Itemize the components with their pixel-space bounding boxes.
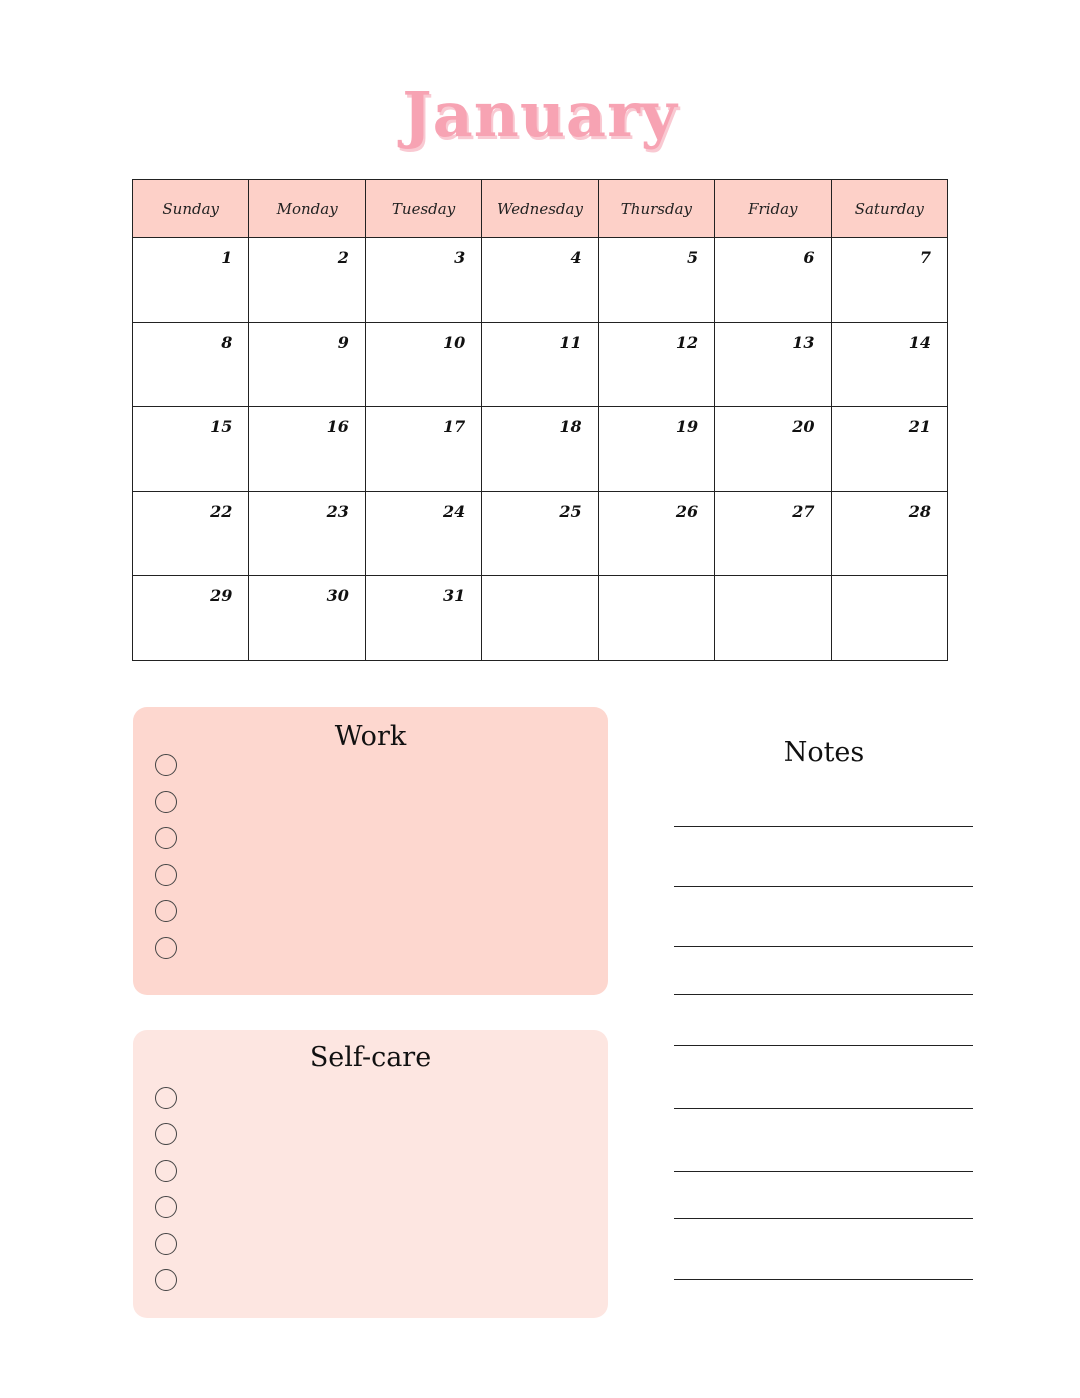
weekday-wednesday: Wednesday [482, 180, 598, 238]
day-number [815, 581, 831, 591]
week-row [133, 491, 948, 576]
day-cell[interactable] [831, 576, 947, 661]
day-cell[interactable] [482, 238, 598, 323]
day-number: 28 [908, 501, 931, 521]
note-line[interactable] [674, 886, 973, 887]
week-row [133, 576, 948, 661]
note-line[interactable] [674, 1218, 973, 1219]
day-cell[interactable] [249, 576, 365, 661]
weekday-tuesday: Tuesday [365, 180, 481, 238]
day-number: 27 [792, 501, 815, 521]
day-cell[interactable] [365, 576, 481, 661]
day-number: 30 [326, 586, 349, 606]
month-title: January [402, 78, 678, 151]
day-cell[interactable] [482, 576, 598, 661]
day-cell[interactable] [831, 491, 947, 576]
day-number: 9 [337, 332, 349, 352]
work-title: Work [334, 721, 407, 752]
day-number: 8 [221, 332, 233, 352]
work-checkbox[interactable] [155, 754, 177, 776]
day-cell[interactable] [249, 238, 365, 323]
day-cell[interactable] [249, 322, 365, 407]
day-cell[interactable] [831, 407, 947, 492]
work-checkbox[interactable] [155, 864, 177, 886]
weekday-header-row [133, 180, 948, 238]
day-number: 17 [443, 417, 466, 437]
week-row [133, 322, 948, 407]
day-cell[interactable] [482, 407, 598, 492]
selfcare-checkbox[interactable] [155, 1123, 177, 1145]
day-number: 20 [792, 417, 815, 437]
day-number: 26 [675, 501, 699, 521]
note-line[interactable] [674, 1279, 973, 1280]
day-number: 2 [337, 248, 349, 267]
day-number: 21 [908, 417, 931, 437]
note-line[interactable] [674, 1108, 973, 1109]
day-cell[interactable] [598, 407, 714, 492]
day-cell[interactable] [598, 238, 714, 323]
note-line[interactable] [674, 1171, 973, 1172]
day-cell[interactable] [365, 238, 481, 323]
note-line[interactable] [674, 946, 973, 947]
day-number: 24 [443, 501, 466, 521]
day-cell[interactable] [133, 407, 249, 492]
day-number: 19 [675, 417, 699, 437]
day-number: 7 [919, 248, 931, 267]
day-number: 14 [908, 332, 931, 352]
day-number: 1 [221, 248, 233, 267]
day-cell[interactable] [365, 491, 481, 576]
notes-title: Notes [783, 737, 865, 768]
day-number: 23 [326, 501, 349, 521]
day-cell[interactable] [715, 322, 831, 407]
day-number: 11 [559, 332, 582, 352]
day-cell[interactable] [249, 491, 365, 576]
weekday-monday: Monday [249, 180, 365, 238]
work-checkbox[interactable] [155, 900, 177, 922]
day-cell[interactable] [365, 322, 481, 407]
day-number: 16 [326, 417, 349, 437]
day-number: 29 [210, 586, 233, 606]
day-number [698, 581, 714, 591]
calendar-grid [132, 179, 948, 661]
selfcare-checkbox[interactable] [155, 1160, 177, 1182]
week-row [133, 407, 948, 492]
day-cell[interactable] [715, 407, 831, 492]
note-line[interactable] [674, 826, 973, 827]
week-row [133, 238, 948, 323]
day-number: 18 [559, 417, 582, 437]
day-cell[interactable] [598, 322, 714, 407]
day-number: 3 [454, 248, 466, 267]
day-cell[interactable] [249, 407, 365, 492]
day-number: 22 [210, 501, 233, 521]
selfcare-box [133, 1030, 608, 1318]
day-cell[interactable] [715, 238, 831, 323]
day-number: 4 [570, 248, 582, 267]
day-cell[interactable] [715, 491, 831, 576]
day-number: 10 [443, 332, 466, 352]
day-cell[interactable] [482, 491, 598, 576]
selfcare-checkbox[interactable] [155, 1087, 177, 1109]
day-cell[interactable] [482, 322, 598, 407]
day-cell[interactable] [831, 238, 947, 323]
day-cell[interactable] [133, 322, 249, 407]
selfcare-checkbox[interactable] [155, 1233, 177, 1255]
day-number: 25 [559, 501, 582, 521]
day-cell[interactable] [365, 407, 481, 492]
day-number: 12 [675, 332, 699, 352]
day-number: 31 [443, 586, 466, 606]
weekday-thursday: Thursday [598, 180, 714, 238]
note-line[interactable] [674, 1045, 973, 1046]
day-number: 15 [210, 417, 233, 437]
selfcare-checkbox[interactable] [155, 1269, 177, 1291]
selfcare-title: Self-care [309, 1042, 432, 1073]
day-number [931, 581, 947, 591]
day-cell[interactable] [715, 576, 831, 661]
selfcare-checkbox[interactable] [155, 1196, 177, 1218]
work-box [133, 707, 608, 995]
day-cell[interactable] [598, 491, 714, 576]
day-cell[interactable] [831, 322, 947, 407]
work-checkbox[interactable] [155, 937, 177, 959]
day-number: 13 [792, 332, 815, 352]
work-checkbox[interactable] [155, 791, 177, 813]
day-number: 5 [686, 248, 699, 267]
day-cell[interactable] [133, 491, 249, 576]
weekday-sunday: Sunday [133, 180, 249, 238]
day-number [582, 581, 598, 591]
day-cell[interactable] [598, 576, 714, 661]
weekday-saturday: Saturday [831, 180, 947, 238]
day-cell[interactable] [133, 238, 249, 323]
note-line[interactable] [674, 994, 973, 995]
work-checkbox[interactable] [155, 827, 177, 849]
day-number: 6 [803, 248, 815, 267]
day-cell[interactable] [133, 576, 249, 661]
weekday-friday: Friday [715, 180, 831, 238]
